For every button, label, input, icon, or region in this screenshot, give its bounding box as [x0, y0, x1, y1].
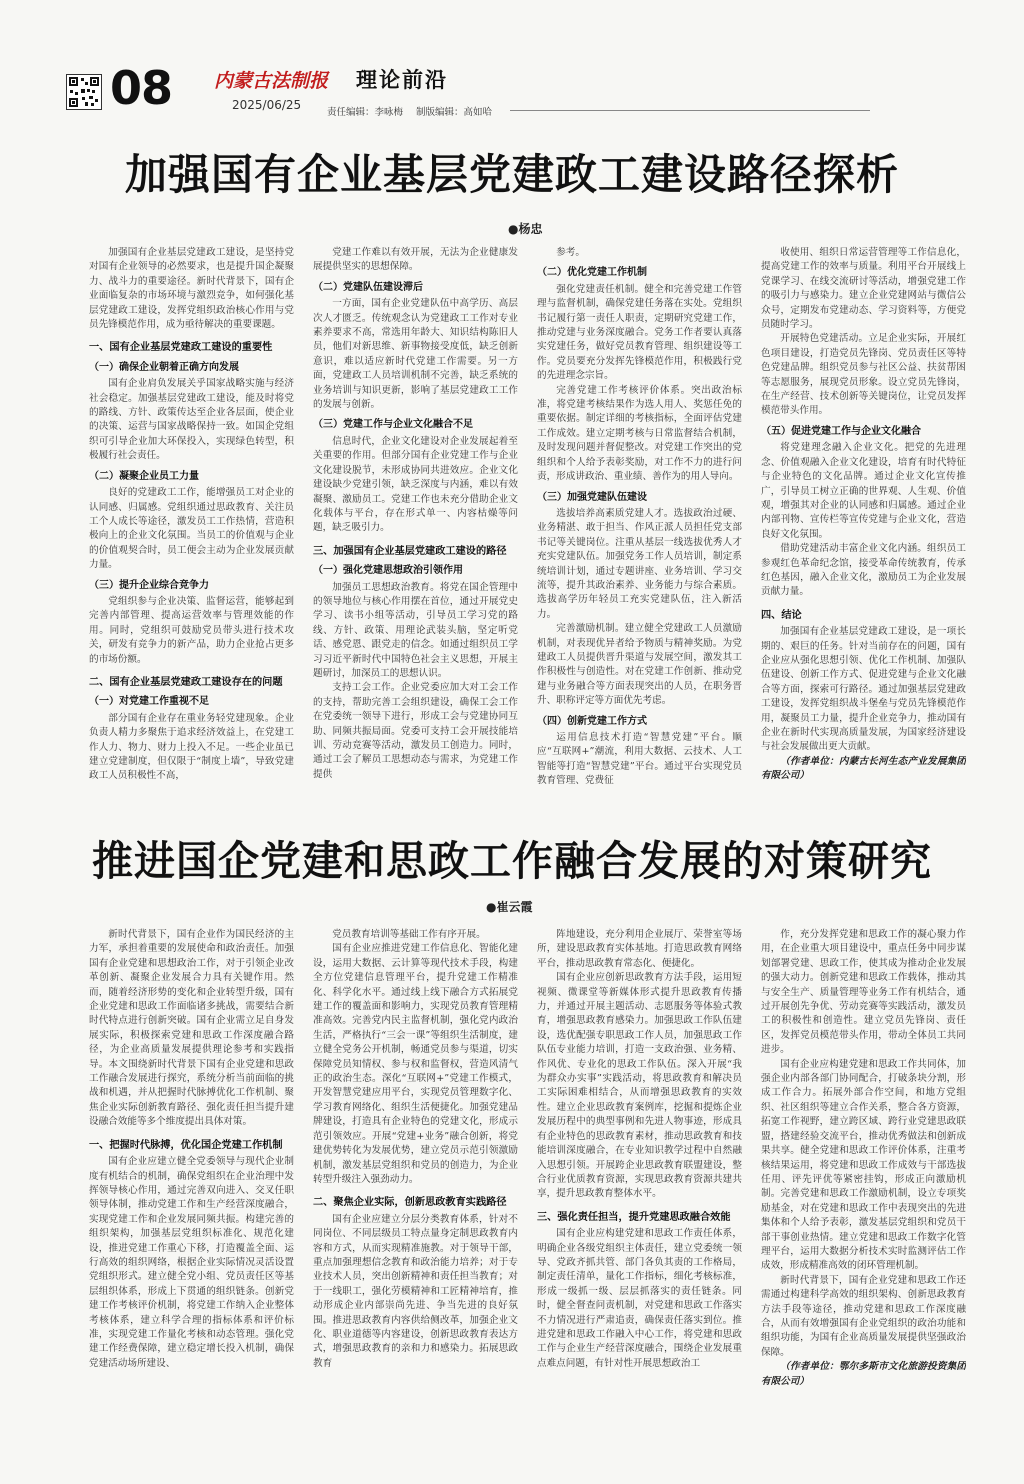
paragraph: 国有企业应创新思政教育方法手段，运用短视频、微课堂等新媒体形式提升思政教育传播力，并通过开展主题活动、志愿服务等体验式教育，增强思政教育感染力。加强思政工作队伍建设，选优配强专职思政工作人员，加强思政工作队伍专业能力培训，打造一支政治强、业务精、作风优、专业化的思政工作队伍。深入开展“我为群众办实事”实践活动，将思政教育和解决员工实际困难相结合，从而增强思政教育的实效性。建立企业思政教育案例库，挖掘和提炼企业发展历程中的典型事例和先进人物事迹，形成具有企业特色的思政教育素材，推动思政教育和技能培训深度融合，在专业知识教学过程中自然融入思想引领。开展跨企业思政教育联盟建设，整合行业优质教育资源，实现思政教育资源共建共享，提升思政教育整体水平。: [537, 972, 742, 1200]
paragraph: 国有企业应构建党建和思政工作共同体，加强企业内部各部门协同配合，打破条块分割，形成工作合力。拓展外部合作空间，和地方党组织、社区组织等建立合作关系，整合各方资源，拓宽工作视野，建立跨区域、跨行业党建思政联盟，搭建经验交流平台，推动优秀做法和创新成果共享。健全党建和思政工作评价体系，注重考核结果运用，将党建和思政工作成效与干部选拔任用、评先评优等紧密挂钩，形成正向激励机制。完善党建和思政工作激励机制，设立专项奖励基金，对在党建和思政工作中表现突出的先进集体和个人给予表彰，激发基层党组织和党员干部干事创业热情。建立党建和思政工作数字化管理平台，运用大数据分析技术实时监测评估工作成效，形成精准高效的闭环管理机制。: [761, 1058, 966, 1272]
author-affiliation: （作者单位：鄂尔多斯市文化旅游投资集团有限公司）: [761, 1361, 966, 1387]
article-2-byline: ●崔云霞: [486, 900, 533, 914]
publication-date: 2025/06/25: [232, 98, 302, 112]
paragraph: 新时代背景下，国有企业作为国民经济的主力军，承担着重要的发展使命和政治责任。加强国有企业党建和思想政治工作，对于引领企业改革创新、凝聚企业发展合力具有关键作用。然而，随着经济形势的变化和企业转型升级，国有企业党建和思政工作面临诸多挑战，需要结合新时代特点进行创新突破。国有企业需立足自身发展实际，积极探索党建和思政工作深度融合路径，为企业高质量发展提供理论参考和实践指导。本文围绕新时代背景下国有企业党建和思政工作融合发展进行探究，系统分析当前面临的挑战和机遇，并从把握时代脉搏优化工作机制、聚焦企业实际创新教育路径、强化责任担当提升建设融合效能等多个维度提出具体对策。: [89, 929, 294, 1128]
subheading: （四）创新党建工作方式: [537, 715, 647, 727]
newspaper-logo: 内蒙古法制报: [214, 70, 329, 92]
section-title: 理论前沿: [356, 67, 448, 92]
author-affiliation: （作者单位：内蒙古长河生态产业发展集团有限公司）: [761, 755, 966, 782]
paragraph: 部分国有企业存在重业务轻党建现象。企业负责人精力多聚焦于追求经济效益上，在党建工作人力、物力、财力上投入不足。一些企业虽已建立党建制度，但仅限于“制度上墙”，导致党建政工人员积极性不高，: [89, 712, 294, 782]
subheading: （二）凝聚企业员工力量: [89, 470, 199, 482]
paragraph: 收使用、组织日常运营管理等工作信息化，提高党建工作的效率与质量。利用平台开展线上党课学习、在线交流研讨等活动，增强党建工作的吸引力与感染力。建立企业党建网站与微信公众号，定期发布党建动态、学习资料等，方便党员随时学习。: [761, 247, 966, 331]
article-1-byline: ●杨忠: [508, 222, 543, 236]
editor-credits: [327, 104, 502, 118]
section-heading: 一、把握时代脉搏，优化国企党建工作机制: [89, 1138, 283, 1151]
section-heading: 一、国有企业基层党建政工建设的重要性: [89, 341, 273, 354]
paragraph: 良好的党建政工工作，能增强员工对企业的认同感、归属感。党组织通过思政教育、关注员工个人成长等途径，激发员工工作热情，营造积极向上的企业文化氛围。当员工的价值观与企业的价值观契合时，员工便会主动为企业发展贡献力量。: [89, 487, 294, 571]
paragraph: 作，充分发挥党建和思政工作的凝心聚力作用，在企业重大项目建设中，重点任务中同步谋划部署党建、思政工作，使其成为推动企业发展的强大动力。创新党建和思政工作载体，推动其与安全生产、质量管理等业务工作有机结合，通过开展创先争优、劳动竞赛等实践活动，激发员工的积极性和创造性。建立党员先锋岗、责任区，发挥党员模范带头作用，带动全体员工共同进步。: [761, 929, 966, 1056]
paragraph: 将党建理念融入企业文化。把党的先进理念、价值观融入企业文化建设，培育有时代特征与企业特色的文化品牌。通过企业文化宣传推广，引导员工树立正确的世界观、人生观、价值观，增强其对企业的认同感和归属感。通过企业内部刊物、宣传栏等宣传党建与企业文化，营造良好文化氛围。: [761, 442, 966, 540]
article-2-column-3: [537, 928, 742, 1438]
paragraph: 新时代背景下，国有企业党建和思政工作还需通过构建科学高效的组织架构、创新思政教育方法手段等途径，推动党建和思政工作深度融合，从而有效增强国有企业党组织的政治功能和组织功能，为国有企业高质量发展提供坚强政治保障。: [761, 1274, 966, 1358]
article-2-body: [89, 928, 967, 1438]
subheading: （五）促进党建工作与企业文化融合: [761, 425, 921, 437]
article-2-column-1: [89, 928, 294, 1438]
subheading: （二）党建队伍建设滞后: [313, 281, 423, 293]
section-heading: 二、国有企业基层党建政工建设存在的问题: [89, 675, 283, 688]
paragraph: 国有企业应推进党建工作信息化、智能化建设，运用大数据、云计算等现代技术手段，构建全方位党建信息管理平台，提升党建工作精准化、科学化水平。通过线上线下融合方式拓展党建工作的覆盖面和影响力，实现党员教育管理精准高效。完善党内民主监督机制，强化党内政治生活，严格执行“三会一课”等组织生活制度，建立健全党务公开机制，畅通党员参与渠道，切实保障党员知情权、参与权和监督权，营造风清气正的政治生态。深化“互联网+”党建工作模式，开发智慧党建应用平台，实现党员管理数字化、学习教育网络化、组织生活便捷化。加强党建品牌建设，打造具有企业特色的党建文化，形成示范引领效应。开展“党建+业务”融合创新，将党建优势转化为发展优势，建立党员示范引领激励机制，激发基层党组织和党员的创造力，为企业转型升级注入强劲动力。: [313, 943, 518, 1185]
article-1-headline: 加强国有企业基层党建政工建设路径探析: [124, 150, 899, 199]
paragraph: 国有企业应建立分层分类教育体系，针对不同岗位、不同层级员工特点量身定制思政教育内容和方式，从而实现精准施教。对于领导干部，重点加强理想信念教育和政治能力培养；对于专业技术人员，突出创新精神和责任担当教育；对于一线职工，强化劳模精神和工匠精神培育，推动形成企业内部崇尚先进、争当先进的良好氛围。推进思政教育内容供给侧改革，加强企业文化、职业道德等内容建设，创新思政教育表达方式，增强思政教育的亲和力和感染力。拓展思政教育: [313, 1213, 518, 1369]
section-heading: 二、聚焦企业实际，创新思政教育实践路径: [313, 1196, 507, 1209]
article-1-column-2: [313, 246, 518, 818]
article-1-column-3: [537, 246, 742, 818]
article-1-column-4: [761, 246, 966, 818]
article-2-headline: 推进国企党建和思政工作融合发展的对策研究: [92, 837, 932, 885]
page-number: 08: [110, 61, 173, 115]
paragraph: 党员教育培训等基础工作有序开展。: [332, 929, 486, 940]
subheading: （一）强化党建思想政治引领作用: [313, 565, 463, 577]
subheading: （三）提升企业综合竞争力: [89, 579, 209, 591]
subheading: （三）加强党建队伍建设: [537, 491, 647, 503]
paragraph: 党建工作难以有效开展，无法为企业健康发展提供坚实的思想保障。: [313, 247, 518, 273]
section-heading: 三、强化责任担当，提升党建思政融合效能: [537, 1210, 731, 1223]
section-heading: 四、结论: [761, 608, 802, 621]
article-2-column-4: [761, 928, 966, 1438]
subheading: （一）确保企业朝着正确方向发展: [89, 361, 239, 373]
paragraph: 强化党建责任机制。健全和完善党建工作管理与监督机制，确保党建任务落在实处。党组织书记履行第一责任人职责，定期研究党建工作，推动党建与业务深度融合。党务工作者要认真落实党建任务，做好党员教育管理、组织建设等工作。党员要充分发挥先锋模范作用，积极践行党的先进理念宗旨。: [537, 283, 742, 382]
paragraph: 一方面，国有企业党建队伍中高学历、高层次人才匮乏。传统观念认为党建政工工作对专业素养要求不高，常选用年龄大、知识结构陈旧人员，他们对新思维、新事物接受度低，缺乏创新意识，难以适应新时代党建工作需要。另一方面，党建政工人员培训机制不完善，缺乏系统的业务培训与知识更新，影响了基层党建政工工作的发展与创新。: [313, 298, 518, 411]
paragraph: 党组织参与企业决策、监督运营，能够起到完善内部管理、提高运营效率与管理效能的作用。同时，党组织可鼓励党员带头进行技术攻关，研发有竞争力的新产品，助力企业抢占更多的市场份额。: [89, 595, 294, 665]
subheading: （一）对党建工作重视不足: [89, 696, 209, 708]
paragraph: 加强国有企业基层党建政工建设，是一项长期的、艰巨的任务。针对当前存在的问题，国有企业应从强化思想引领、优化工作机制、加强队伍建设、创新工作方式、促进党建与企业文化融合等方面，探索可行路径。通过加强基层党建政工建设，发挥党组织战斗堡垒与党员先锋模范作用，凝聚员工力量，提升企业竞争力，推动国有企业在新时代实现高质量发展，为国家经济建设与社会发展做出更大贡献。: [761, 626, 966, 753]
paragraph: 选拔培养高素质党建人才。选拔政治过硬、业务精湛、敢于担当、作风正派人员担任党支部书记等关键岗位。注重从基层一线选拔优秀人才充实党建队伍。加强党务工作人员培训，制定系统培训计划，通过专题讲座、业务培训、学习交流等，提升其政治素养、业务能力与综合素质。选拔高学历年轻员工充实党建队伍，注入新活力。: [537, 507, 742, 620]
paragraph: 完善党建工作考核评价体系。突出政治标准，将党建考核结果作为选人用人、奖惩任免的重要依据。制定详细的考核指标，全面评估党建工作成效。建立定期考核与日常监督结合机制，及时发现问题并督促整改。对党建工作突出的党组织和个人给予表彰奖励，对工作不力的进行问责，形成讲政治、重业绩、善作为的用人导向。: [537, 384, 742, 483]
qr-code-icon: [66, 74, 102, 110]
paragraph: 支持工会工作。企业党委应加大对工会工作的支持，帮助完善工会组织建设，确保工会工作在党委统一领导下进行，形成工会与党建协同互助、同频共振局面。党委可支持工会开展技能培训、劳动竞赛等活动，激发员工创造力。同时，通过工会了解员工思想动态与需求，为党建工作提供: [313, 682, 518, 780]
paragraph: 开展特色党建活动。立足企业实际，开展红色项目建设，打造党员先锋岗、党员责任区等特色党建品牌。组织党员参与社区公益、扶贫帮困等志愿服务，展现党员形象。设立党员先锋岗，在生产经营、技术创新等关键岗位，让党员发挥模范带头作用。: [761, 333, 966, 417]
paragraph: 借助党建活动丰富企业文化内涵。组织员工参观红色革命纪念馆，接受革命传统教育，传承红色基因，融入企业文化，激励员工为企业发展贡献力量。: [761, 543, 966, 598]
paragraph: 加强国有企业基层党建政工建设，是坚持党对国有企业领导的必然要求，也是提升国企凝聚力、战斗力的重要途径。新时代背景下，国有企业面临复杂的市场环境与激烈竞争，如何强化基层党建政工建设，发挥党组织政治核心作用与党员先锋模范作用，成为亟待解决的重要课题。: [89, 247, 294, 331]
paragraph: 国有企业肩负发展关乎国家战略实施与经济社会稳定。加强基层党建政工建设，能及时将党的路线、方针、政策传达至企业各层面，使企业的决策、运营与国家战略保持一致。如国企党组织可引导企业加大环保投入，实现绿色转型，积极履行社会责任。: [89, 378, 294, 462]
subheading: （二）优化党建工作机制: [537, 267, 647, 279]
header-divider: [510, 110, 870, 111]
layout-editor: 制版编辑：高如哈: [416, 107, 493, 118]
chief-editor: 责任编辑：李咏梅: [327, 107, 404, 118]
section-heading: 三、加强国有企业基层党建政工建设的路径: [313, 544, 507, 557]
article-1-column-1: [89, 246, 294, 818]
paragraph: 信息时代，企业文化建设对企业发展起着至关重要的作用。但部分国有企业党建工作与企业文化建设脱节，未形成协同共进效应。企业文化建设缺少党建引领，缺乏深度与内涵，难以有效凝聚、激励员工。党建工作也未充分借助企业文化载体与平台，存在形式单一、内容枯燥等问题，缺乏吸引力。: [313, 435, 518, 534]
article-2-column-2: [313, 928, 518, 1438]
paragraph: 完善激励机制。建立健全党建政工人员激励机制，对表现优异者给予物质与精神奖励。为党建政工人员提供晋升渠道与发展空间，激发其工作积极性与创造性。对在党建工作创新、推动党建与业务融合等方面表现突出的人员，在职务晋升、职称评定等方面优先考虑。: [537, 623, 742, 707]
paragraph: 运用信息技术打造“智慧党建”平台。顺应“互联网+”潮流，利用大数据、云技术、人工智能等打造“智慧党建”平台。通过平台实现党员教育管理、党费征: [537, 732, 742, 787]
article-1-body: [89, 246, 967, 818]
paragraph: 参考。: [556, 247, 585, 258]
paragraph: 国有企业应构建党建和思政工作责任体系，明确企业各级党组织主体责任，建立党委统一领导、党政齐抓共管、部门各负其责的工作格局，制定责任清单，量化工作指标，细化考核标准，形成一级抓一级、层层抓落实的责任链条。同时，健全督查问责机制，对党建和思政工作落实不力情况进行严肃追责，确保责任落实到位。推进党建和思政工作融入中心工作，将党建和思政工作与企业生产经营深度融合，围绕企业发展重点难点问题，有针对性开展思想政治工: [537, 1228, 742, 1369]
subheading: （三）党建工作与企业文化融合不足: [313, 419, 473, 431]
paragraph: 阵地建设，充分利用企业展厅、荣誉室等场所，建设思政教育实体基地。打造思政教育网络平台，推动思政教育常态化、便捷化。: [537, 929, 742, 969]
paragraph: 国有企业应建立健全党委领导与现代企业制度有机结合的机制，确保党组织在企业治理中发挥领导核心作用，通过完善双向进入、交叉任职领导体制，推动党建工作和生产经营深度融合，实现党建工作和企业发展同频共振。构建完善的组织架构，加强基层党组织标准化、规范化建设，推进党建工作重心下移，打造覆盖全面、运行高效的组织网络，根据企业实际情况灵活设置党组织形式。建立健全党小组、党员责任区等基层组织体系，形成上下贯通的组织链条。创新党建工作考核评价机制，将党建工作纳入企业整体考核体系，建立科学合理的指标体系和评价标准，实现党建工作量化考核和动态管理。强化党建工作经费保障，建立稳定增长投入机制，确保党建活动场所建设、: [89, 1156, 294, 1369]
paragraph: 加强员工思想政治教育。将党在国企管理中的领导地位与核心作用摆在首位，通过开展党史学习、读书小组等活动，引导员工学习党的路线、方针、政策、用理论武装头脑，坚定听党话、感党恩、跟党走的信念。如通过组织员工学习习近平新时代中国特色社会主义思想，开展主题研讨，加深员工的思想认识。: [313, 581, 518, 679]
